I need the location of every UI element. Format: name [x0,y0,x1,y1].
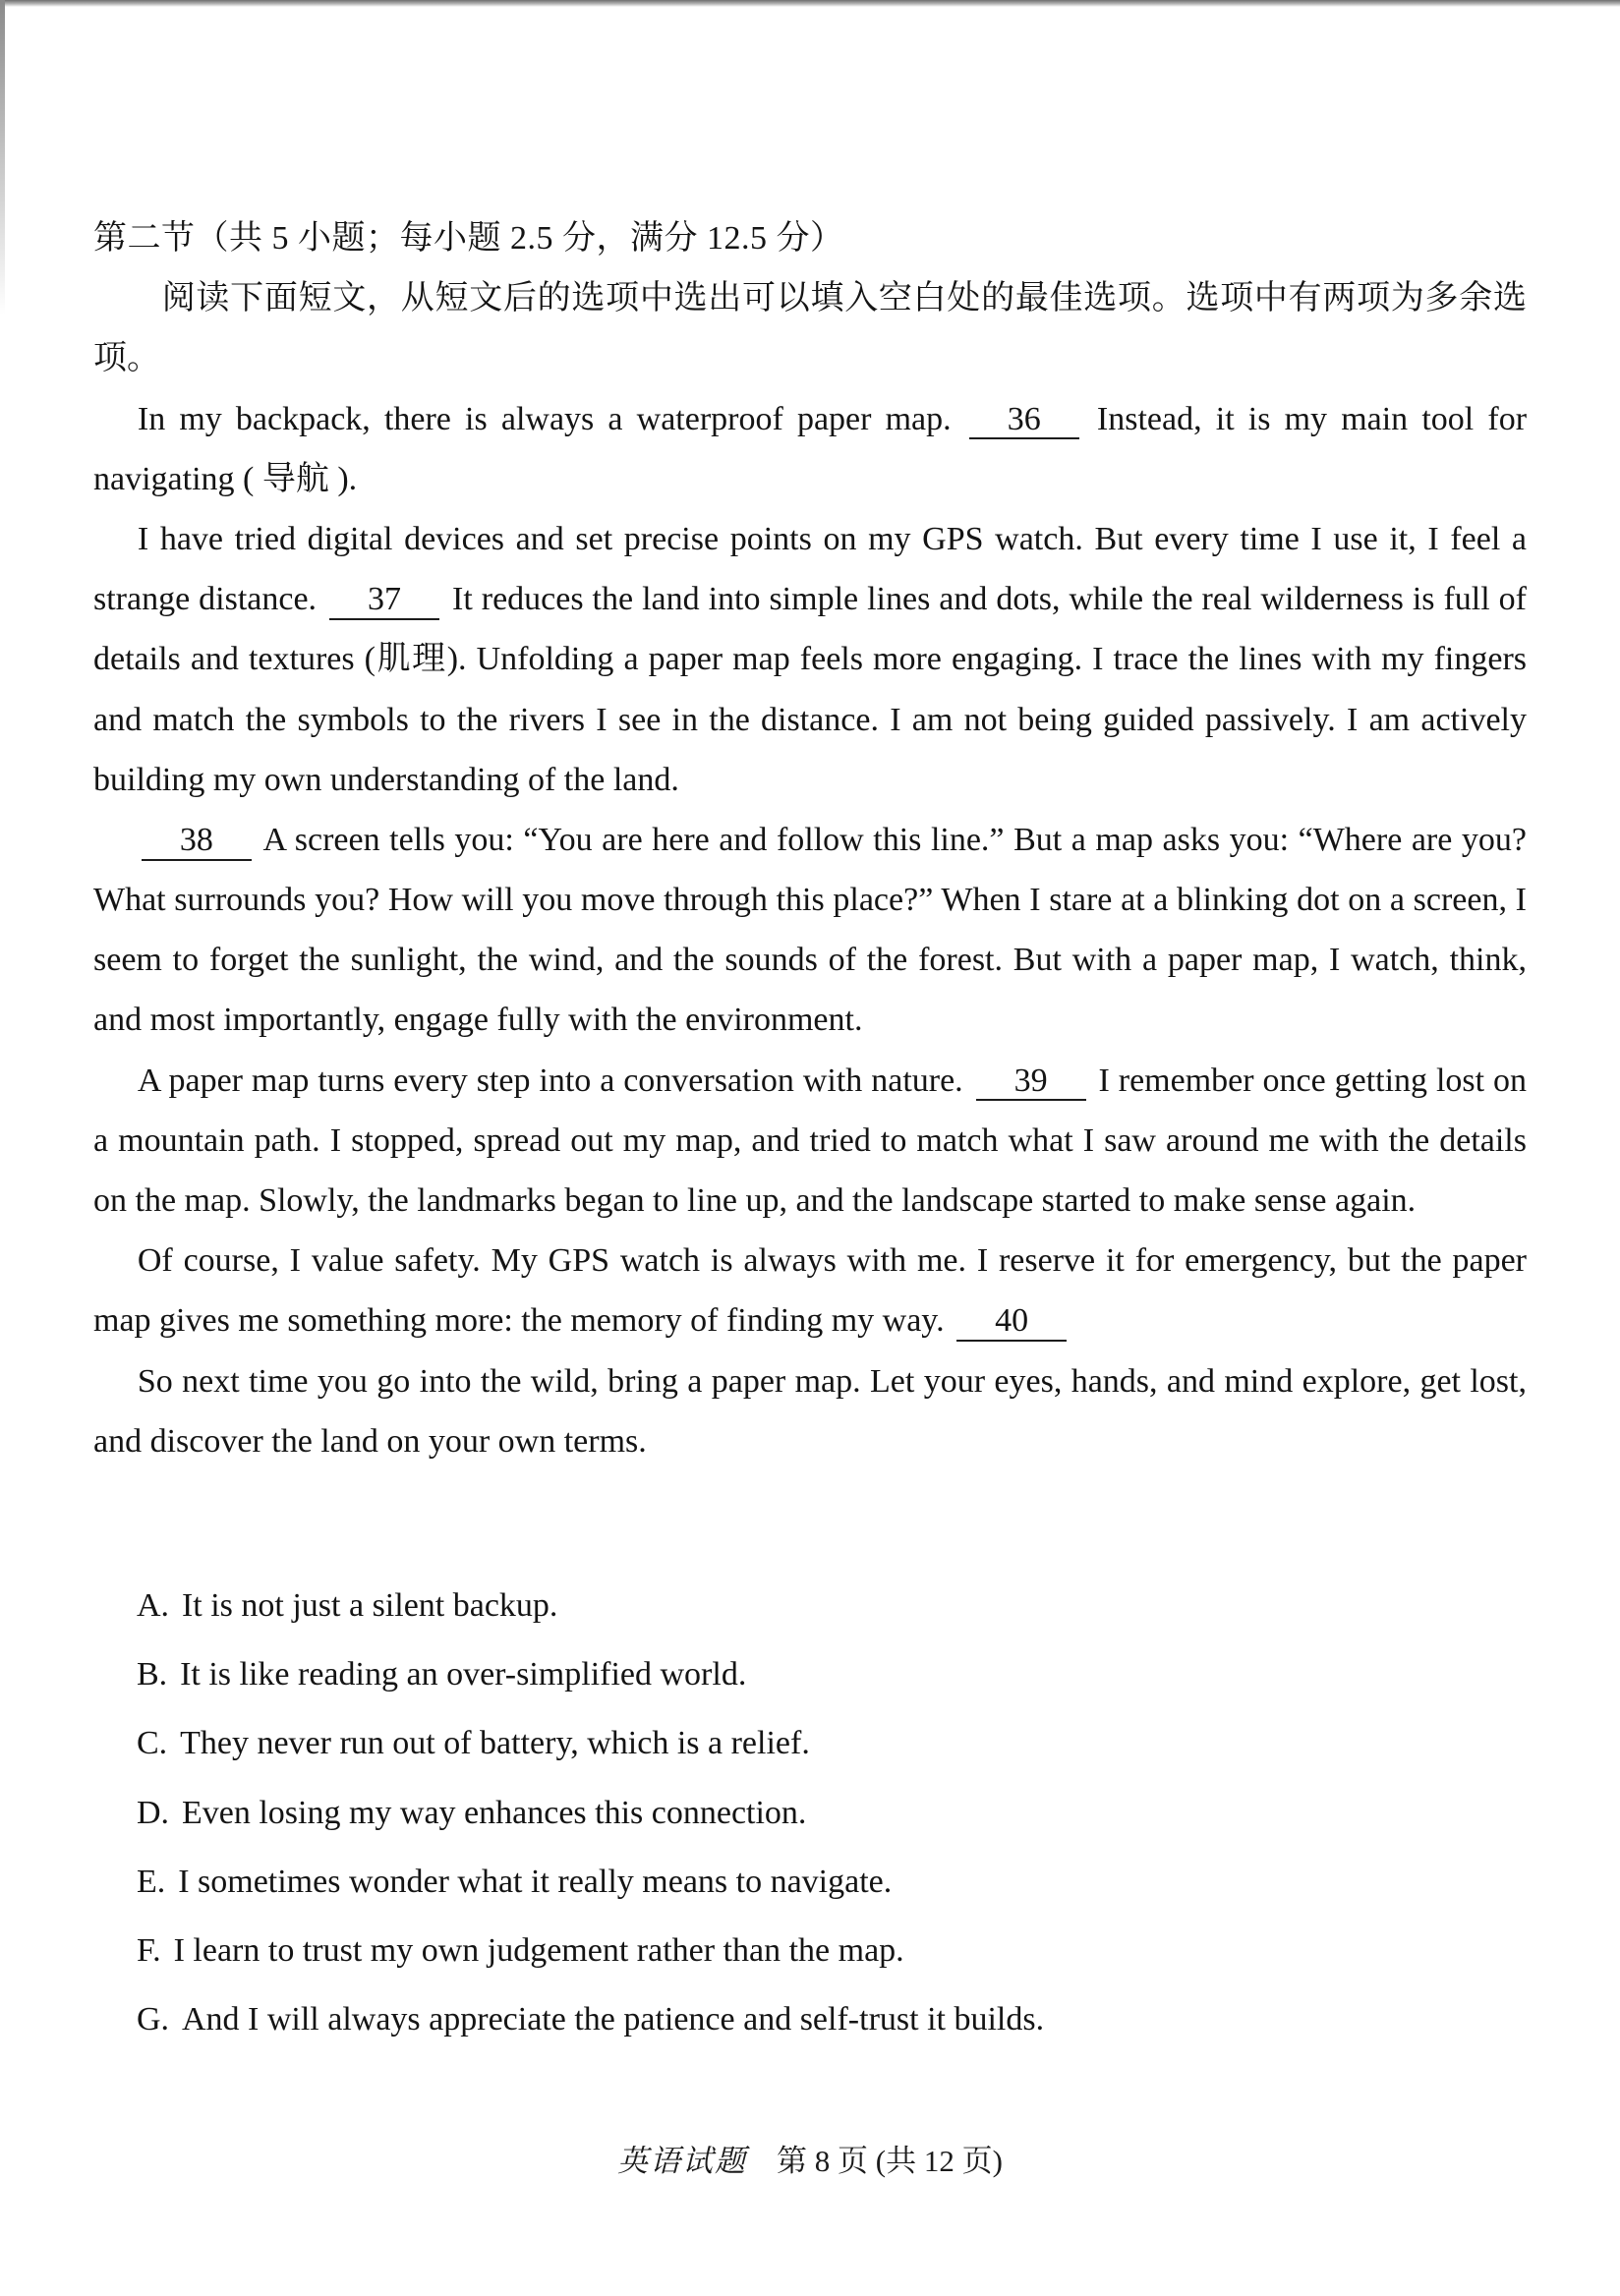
blank-36: 36 [969,402,1079,440]
blank-39: 39 [976,1063,1086,1102]
option-text: I sometimes wonder what it really means to navigate. [178,1863,893,1900]
passage-paragraph-1: In my backpack, there is always a waterproof paper map. 36 Instead, it is my main tool for navigating ( 导航 ). [93,400,1528,497]
passage-paragraph-2: I have tried digital devices and set precise points on my GPS watch. But every time I use it, I feel a strange distance. 37 It reduces the land into simple lines and dots, while the real wilderness is full of details and textures (肌理). Unfolding a paper map feels more engaging. I trace the lines with my fingers and match the symbols to the rivers I see in the distance. I am not being guided passively. I am actively building my own understanding of the land. [93,520,1528,798]
option-item-c [137,1713,1527,1773]
option-text: It is not just a silent backup. [181,1586,558,1624]
option-label: D. [137,1794,170,1831]
option-label: F. [137,1931,161,1969]
option-label: E. [137,1863,166,1900]
option-text: It is like reading an over-simplified world. [180,1656,747,1693]
options-list [93,1576,1527,2049]
passage-paragraph-5: Of course, I value safety. My GPS watch is always with me. I reserve it for emergency, but the paper map gives me something more: the memory of finding my way. 40 [93,1231,1527,1350]
option-item-d [137,1783,1527,1843]
footer-subject: 英语试题 [617,2144,748,2178]
passage-paragraph-6: So next time you go into the wild, bring a paper map. Let your eyes, hands, and mind explore, get lost, and discover the land on your own terms. [93,1362,1527,1460]
option-item-a [137,1576,1527,1636]
blank-38: 38 [142,823,252,861]
passage-paragraph-3: 38 A screen tells you: “You are here and follow this line.” But a map asks you: “Where are you? What surrounds you? How will you move through this place?” When I stare at a blinking dot on a screen, I seem to forget the sunlight, the wind, and the sounds of the forest. But with a paper map, I watch, think, and most importantly, engage fully with the environment. [93,821,1527,1039]
footer-page-info: 第 8 页 (共 12 页) [777,2144,1003,2178]
option-item-f [137,1921,1527,1980]
option-label: B. [137,1656,168,1693]
option-text: I learn to trust my own judgement rather than the map. [173,1931,904,1969]
section-instruction: 阅读下面短文，从短文后的选项中选出可以填入空白处的最佳选项。选项中有两项为多余选项。 [93,280,1527,377]
option-label: A. [137,1586,170,1624]
option-text: Even losing my way enhances this connection. [181,1794,807,1831]
passage-paragraph-4: A paper map turns every step into a conversation with nature. 39 I remember once getting lost on a mountain path. I stopped, spread out my map, and tried to match what I saw around me with the details on the map. Slowly, the landmarks began to line up, and the landscape started to make sense again. [93,1062,1528,1219]
scan-edge-left [0,0,5,315]
reading-passage [93,389,1527,1471]
option-item-b [137,1644,1527,1704]
option-text: They never run out of battery, which is a relief. [180,1725,810,1762]
option-text: And I will always appreciate the patience and self-trust it builds. [181,2001,1045,2038]
scan-edge-top [0,0,1620,7]
option-item-e [137,1852,1527,1912]
option-label: G. [137,2001,170,2038]
option-label: C. [137,1725,168,1762]
page-footer [0,2136,1620,2180]
blank-37: 37 [329,582,439,620]
section-title: 第二节（共 5 小题；每小题 2.5 分，满分 12.5 分） [93,220,844,257]
option-item-g [137,1989,1527,2049]
blank-40: 40 [956,1303,1067,1342]
